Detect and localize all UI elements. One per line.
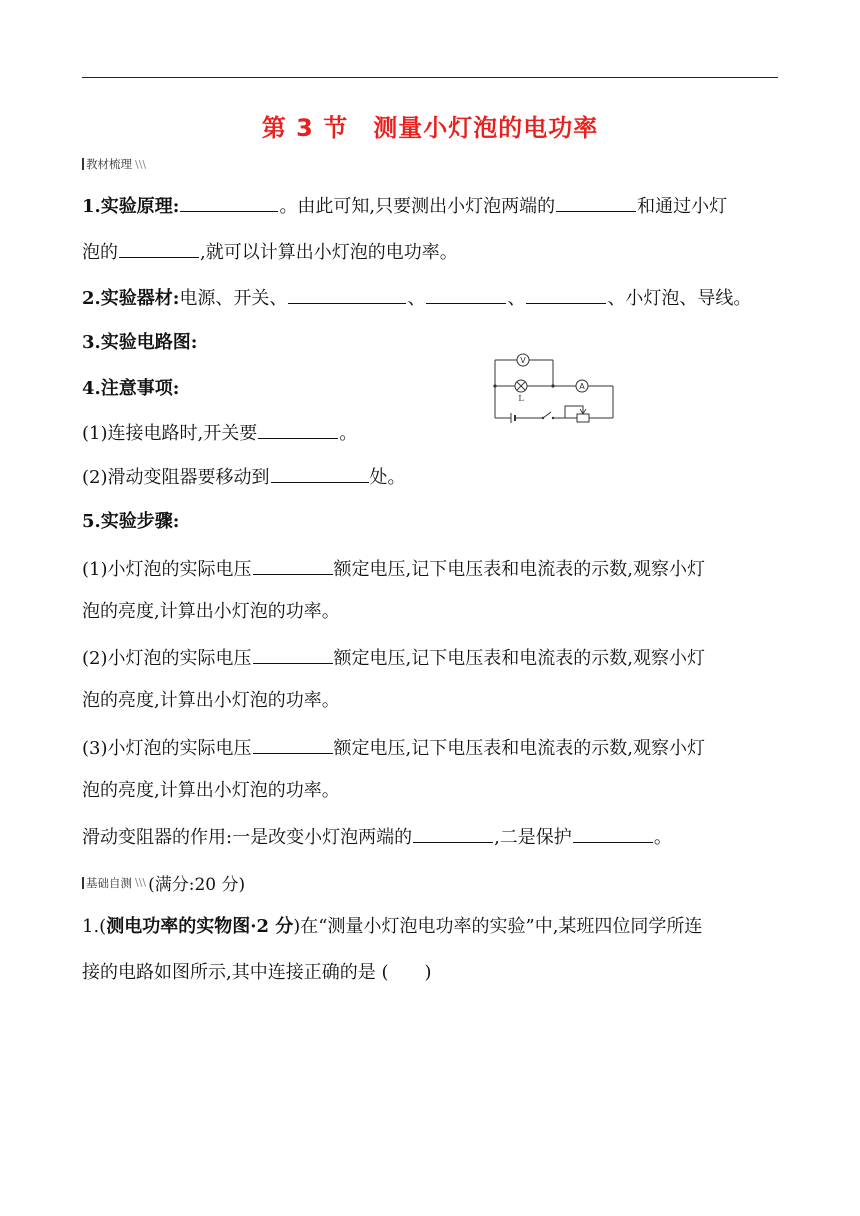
blank-switch-state[interactable] [258,420,338,439]
question1-line1 [82,915,702,939]
step1-line2: 泡的亮度,计算出小灯泡的功率。 [82,601,340,622]
item3-label: 3.实验电路图: [82,332,198,353]
top-rule [82,77,778,78]
score-note: (满分:20 分) [148,875,246,895]
item2-sep-2: 、 [507,288,526,309]
item4-sub1-b: 。 [339,423,358,444]
tag-slashes: \\\ [135,157,147,171]
item2-sep-1: 、 [407,288,426,309]
rheostat-role-line [82,824,672,850]
rheostat-icon [577,414,589,422]
item4-sub2-a: (2)滑动变阻器要移动到 [82,467,270,488]
blank-equipment-3[interactable] [526,285,606,304]
item2-text-a: 电源、开关、 [179,288,288,309]
section-tag-selftest [82,870,245,895]
item4-sub1 [82,420,357,446]
item4-sub1-a: (1)连接电路时,开关要 [82,423,258,444]
blank-equipment-1[interactable] [288,285,406,304]
switch-icon [542,417,544,419]
item1-line2-a: 泡的 [82,242,118,263]
step2-line1 [82,645,705,671]
blank-rheostat-role-1[interactable] [413,824,493,843]
tag-slashes: \\\ [135,876,147,889]
tag-bar [82,158,84,170]
section-tag-textbook [82,156,146,172]
item1-line1 [82,193,727,219]
q1-text-a: )在“测量小灯泡电功率的实验”中,某班四位同学所连 [293,916,703,937]
step1-text-b: 额定电压,记下电压表和电流表的示数,观察小灯 [333,559,705,580]
lamp-label: L [518,394,524,403]
step3-line2: 泡的亮度,计算出小灯泡的功率。 [82,780,340,801]
step3-line1 [82,735,705,761]
blank-equipment-2[interactable] [426,285,506,304]
question1-line2: 接的电路如图所示,其中连接正确的是 ( ) [82,962,432,983]
circuit-diagram [485,348,620,428]
section-tag-label: 教材梳理 [86,157,132,171]
item4-sub2-b: 处。 [369,467,406,488]
voltmeter-label: V [520,356,526,365]
tag-bar [82,877,84,889]
item1-line2-b: ,就可以计算出小灯泡的电功率。 [200,242,458,263]
step3-text-a: (3)小灯泡的实际电压 [82,738,252,759]
item2-line [82,285,751,311]
ammeter-label: A [579,382,585,391]
blank-rheostat-role-2[interactable] [573,824,653,843]
step2-text-b: 额定电压,记下电压表和电流表的示数,观察小灯 [333,648,705,669]
item2-text-end: 、小灯泡、导线。 [607,288,752,309]
blank-step1[interactable] [253,556,333,575]
rheostat-text-a: 滑动变阻器的作用:一是改变小灯泡两端的 [82,827,413,848]
blank-rheostat-position[interactable] [271,464,369,483]
step2-text-a: (2)小灯泡的实际电压 [82,648,252,669]
q1-num: 1.( [82,916,107,937]
item4-label: 4.注意事项: [82,378,180,399]
blank-step3[interactable] [253,735,333,754]
item4-sub2 [82,464,406,490]
blank-step2[interactable] [253,645,333,664]
item1-label: 1.实验原理: [82,196,180,217]
blank-principle[interactable] [180,193,278,212]
q1-topic: 测电功率的实物图·2 分 [106,916,294,937]
section-tag-label: 基础自测 [86,875,132,890]
step3-text-b: 额定电压,记下电压表和电流表的示数,观察小灯 [333,738,705,759]
rheostat-text-b: ,二是保护 [494,827,572,848]
step2-line2: 泡的亮度,计算出小灯泡的功率。 [82,690,340,711]
step1-text-a: (1)小灯泡的实际电压 [82,559,252,580]
step1-line1 [82,556,705,582]
item1-text-b: 和通过小灯 [637,196,728,217]
page-title: 第 3 节 测量小灯泡的电功率 [261,114,599,142]
rheostat-text-c: 。 [653,827,672,848]
item1-line2 [82,239,458,265]
item1-text-a: 。由此可知,只要测出小灯泡两端的 [279,196,556,217]
item2-label: 2.实验器材: [82,288,180,309]
blank-voltage[interactable] [556,193,636,212]
blank-current[interactable] [119,239,199,258]
item5-label: 5.实验步骤: [82,511,180,532]
